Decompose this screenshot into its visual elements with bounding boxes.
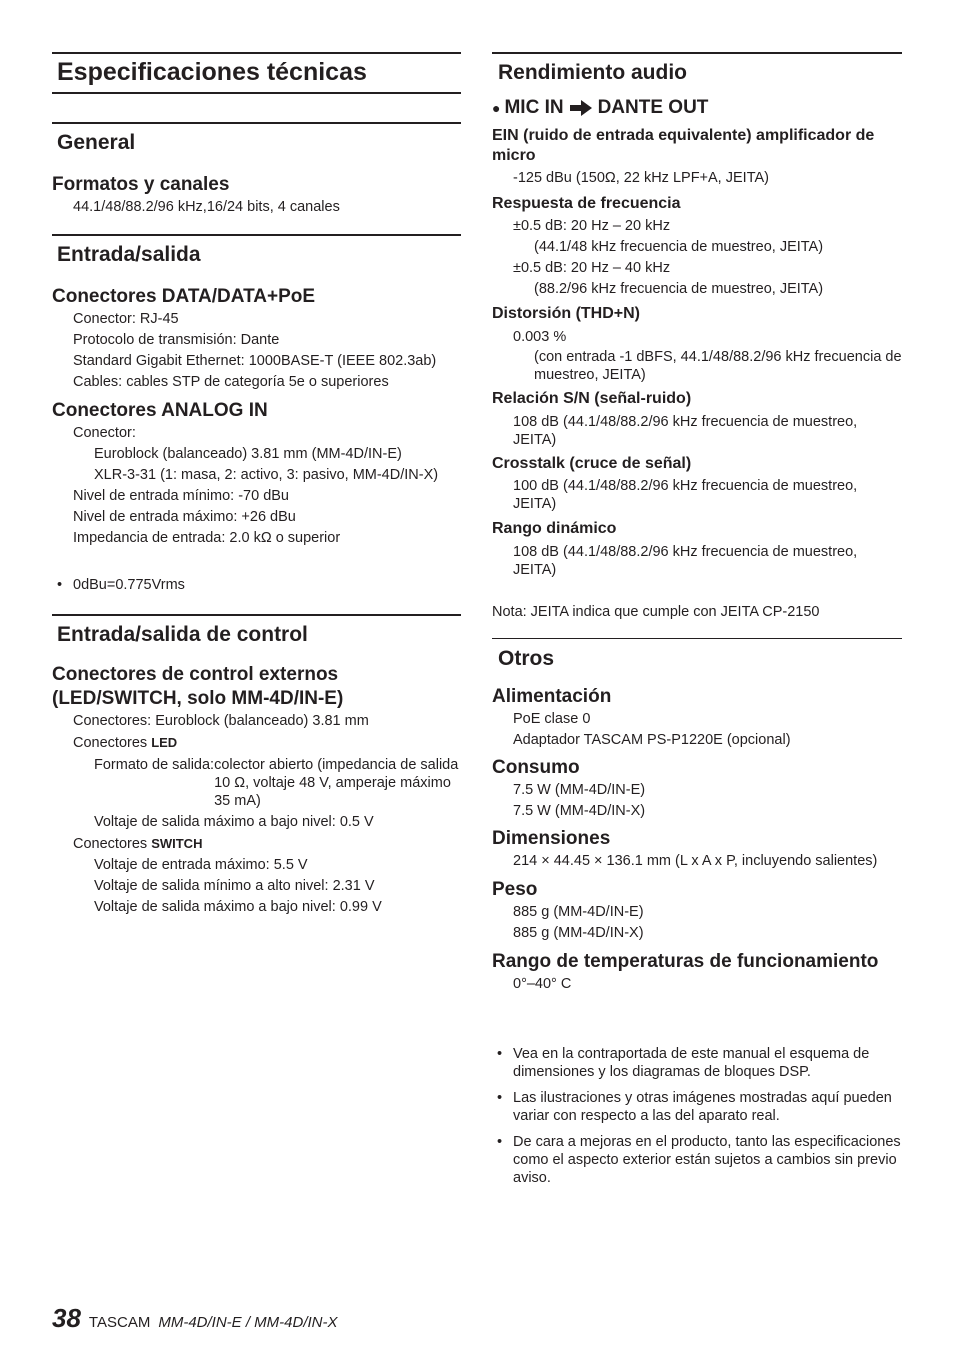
thd-note: (con entrada -1 dBFS, 44.1/48/88.2/96 kHz frecuencia de muestreo, JEITA) (534, 349, 902, 383)
led-vmax-low: Voltaje de salida máximo a bajo nivel: 0.5 V (94, 814, 374, 830)
crosstalk-heading: Crosstalk (cruce de señal) (492, 455, 692, 472)
ein-heading: EIN (ruido de entrada equivalente) amplificador de micro (492, 127, 875, 164)
switch-vmin-high: Voltaje de salida mínimo a alto nivel: 2.31 V (94, 878, 375, 894)
power-heading: Alimentación (492, 686, 612, 707)
page-title: Especificaciones técnicas (52, 52, 461, 94)
section-otros-title: Otros (492, 638, 902, 671)
section-control-title: Entrada/salida de control (52, 614, 461, 649)
data-connectors-heading: Conectores DATA/DATA+PoE (52, 286, 316, 307)
list-item: • Las ilustraciones y otras imágenes mostradas aquí pueden variar con respecto a las del aparato real. (492, 1089, 902, 1125)
analog-euroblock: Euroblock (balanceado) 3.81 mm (MM-4D/IN-E) (94, 446, 402, 462)
brand-name: TASCAM (88, 1314, 151, 1331)
control-connectors: Conectores: Euroblock (balanceado) 3.81 mm (73, 713, 369, 729)
freq-value-2: ±0.5 dB: 20 Hz – 40 kHz (513, 260, 671, 276)
temperature-value: 0°–40° C (513, 976, 572, 992)
led-label: LED (151, 735, 178, 750)
bullet-icon: • (57, 577, 63, 593)
sn-heading: Relación S/N (señal-ruido) (492, 390, 692, 407)
analog-max-level: Nivel de entrada máximo: +26 dBu (73, 509, 296, 525)
list-item: • 0dBu=0.775Vrms (52, 576, 461, 594)
led-connectors-line: Conectores LED (73, 735, 178, 751)
page-number: 38 (52, 1303, 81, 1333)
general-notes (492, 1045, 902, 1187)
switch-label: SWITCH (151, 836, 203, 851)
mic-to-dante-heading: ● MIC IN DANTE OUT (492, 97, 709, 118)
analog-xlr: XLR-3-31 (1: masa, 2: activo, 3: pasivo, MM-4D/IN-X) (94, 467, 439, 483)
dimensions-value: 214 × 44.45 × 136.1 mm (L x A x P, incluyendo salientes) (513, 853, 878, 869)
analog-min-level: Nivel de entrada mínimo: -70 dBu (73, 488, 289, 504)
ext-control-heading-1: Conectores de control externos (52, 664, 339, 685)
consumption-line: 7.5 W (MM-4D/IN-E) (513, 782, 646, 798)
freq-note-2: (88.2/96 kHz frecuencia de muestreo, JEITA) (534, 281, 824, 297)
temperature-heading: Rango de temperaturas de funcionamiento (492, 951, 879, 972)
ext-control-heading-2: (LED/SWITCH, solo MM-4D/IN-E) (52, 688, 344, 709)
analog-connector-label: Conector: (73, 425, 136, 441)
data-line: Protocolo de transmisión: Dante (73, 332, 280, 348)
left-column (52, 52, 461, 918)
switch-vmax-low: Voltaje de salida máximo a bajo nivel: 0.99 V (94, 899, 382, 915)
consumption-heading: Consumo (492, 757, 580, 778)
dynamic-range-heading: Rango dinámico (492, 520, 617, 537)
sn-value: 108 dB (44.1/48/88.2/96 kHz frecuencia de muestreo, JEITA) (513, 414, 858, 448)
crosstalk-value: 100 dB (44.1/48/88.2/96 kHz frecuencia de muestreo, JEITA) (513, 478, 858, 512)
bullet-icon: • (497, 1134, 503, 1150)
dimensions-heading: Dimensiones (492, 828, 611, 849)
data-line: Standard Gigabit Ethernet: 1000BASE-T (IEEE 802.3ab) (73, 353, 437, 369)
formatos-value: 44.1/48/88.2/96 kHz,16/24 bits, 4 canales (73, 199, 340, 215)
consumption-line: 7.5 W (MM-4D/IN-X) (513, 803, 646, 819)
analog-impedance: Impedancia de entrada: 2.0 kΩ o superior (73, 530, 341, 546)
weight-heading: Peso (492, 879, 538, 900)
ein-value: -125 dBu (150Ω, 22 kHz LPF+A, JEITA) (513, 170, 769, 186)
freq-heading: Respuesta de frecuencia (492, 195, 681, 212)
model-name: MM-4D/IN-E / MM-4D/IN-X (158, 1314, 338, 1331)
jeita-note: Nota: JEITA indica que cumple con JEITA CP-2150 (492, 604, 820, 620)
section-audio-title: Rendimiento audio (492, 52, 902, 85)
analog-in-heading: Conectores ANALOG IN (52, 400, 268, 421)
page-footer (52, 1303, 338, 1334)
bullet-icon: • (497, 1090, 503, 1106)
list-item: • Vea en la contraportada de este manual el esquema de dimensiones y los diagramas de bloques DSP. (492, 1045, 902, 1081)
data-line: Conector: RJ-45 (73, 311, 179, 327)
freq-note-1: (44.1/48 kHz frecuencia de muestreo, JEITA) (534, 239, 824, 255)
thd-value: 0.003 % (513, 329, 567, 345)
power-line: PoE clase 0 (513, 711, 591, 727)
list-item: • De cara a mejoras en el producto, tanto las especificaciones como el aspecto exterior están sujetos a cambios sin previo aviso. (492, 1133, 902, 1187)
power-line: Adaptador TASCAM PS-P1220E (opcional) (513, 732, 791, 748)
section-io-title: Entrada/salida (52, 234, 461, 269)
dynamic-range-value: 108 dB (44.1/48/88.2/96 kHz frecuencia de muestreo, JEITA) (513, 544, 858, 578)
right-column (492, 52, 902, 1195)
switch-vin-max: Voltaje de entrada máximo: 5.5 V (94, 857, 308, 873)
bullet-icon: • (497, 1046, 503, 1062)
arrow-right-icon (570, 100, 592, 116)
section-general-title: General (52, 122, 461, 157)
bullet-icon: ● (492, 100, 501, 116)
freq-value-1: ±0.5 dB: 20 Hz – 20 kHz (513, 218, 671, 234)
weight-line: 885 g (MM-4D/IN-X) (513, 925, 644, 941)
output-format: Formato de salida: colector abierto (impedancia de salida 10 Ω, voltaje 48 V, amperaje máximo 35 mA) (94, 757, 459, 809)
weight-line: 885 g (MM-4D/IN-E) (513, 904, 644, 920)
data-line: Cables: cables STP de categoría 5e o superiores (73, 374, 389, 390)
thd-heading: Distorsión (THD+N) (492, 305, 640, 322)
formatos-heading: Formatos y canales (52, 174, 230, 195)
switch-connectors-line: Conectores SWITCH (73, 836, 203, 852)
io-notes (52, 576, 461, 594)
